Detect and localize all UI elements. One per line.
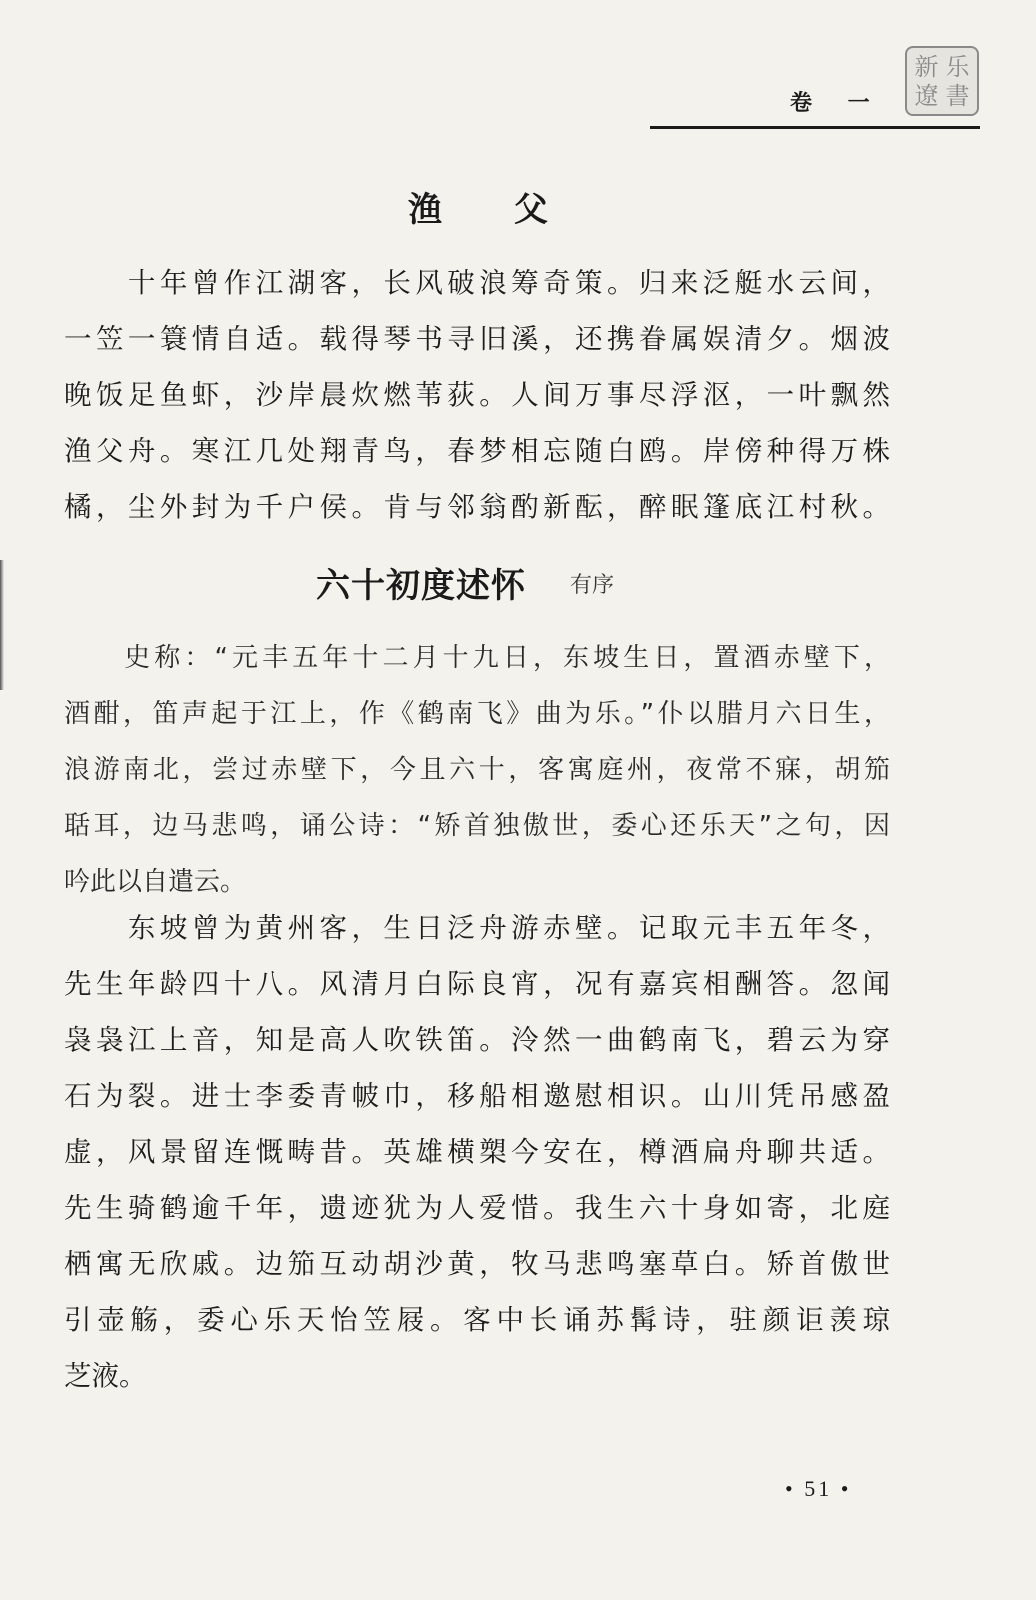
running-head: 卷 一 <box>790 90 884 116</box>
poem-line: 橘，尘外封为千户侯。肯与邻翁酌新酝，醉眠篷底江村秋。 <box>64 491 890 523</box>
seal-char: 遼 <box>914 81 939 110</box>
seal-char: 新 <box>914 52 939 81</box>
preface-line: 聒耳，边马悲鸣，诵公诗：“矫首独傲世，委心还乐天”之句，因 <box>64 811 890 841</box>
poem-line: 渔父舟。寒江几处翔青鸟，春梦相忘随白鸥。岸傍种得万株 <box>64 435 890 467</box>
scan-shadow-edge <box>0 560 4 690</box>
poem-line: 袅袅江上音，知是高人吹铁笛。泠然一曲鹤南飞，碧云为穿 <box>64 1024 890 1056</box>
poem-line: 先生骑鹤逾千年，遗迹犹为人爱惜。我生六十身如寄，北庭 <box>64 1192 890 1224</box>
poem-line: 一笠一簑情自适。载得琴书寻旧溪，还携眷属娱清夕。烟波 <box>64 323 890 355</box>
poem-line: 芝液。 <box>64 1360 147 1392</box>
poem-line: 先生年龄四十八。风清月白际良宵，况有嘉宾相酬答。忽闻 <box>64 968 890 1000</box>
preface-line: 浪游南北，尝过赤壁下，今且六十，客寓庭州，夜常不寐，胡笳 <box>64 755 890 785</box>
seal-char: 書 <box>945 81 970 110</box>
poem-body-liushi <box>64 900 890 1404</box>
poem-preface <box>64 630 890 910</box>
poem-line: 虚，风景留连慨畴昔。英雄横槊今安在，樽酒扁舟聊共适。 <box>64 1136 890 1168</box>
page-number: • 51 • <box>785 1476 852 1501</box>
preface-line: 史称：“元丰五年十二月十九日，东坡生日，置酒赤壁下， <box>64 643 890 673</box>
poem-title-liushi: 六十初度述怀 <box>316 566 526 606</box>
preface-line: 酒酣，笛声起于江上，作《鹤南飞》曲为乐。”仆以腊月六日生， <box>64 699 890 729</box>
poem-line: 东坡曾为黄州客，生日泛舟游赤壁。记取元丰五年冬， <box>64 912 890 944</box>
poem-subtitle: 有序 <box>570 573 615 598</box>
preface-line: 吟此以自遣云。 <box>64 867 247 897</box>
poem-line: 晚饭足鱼虾，沙岸晨炊燃苇荻。人间万事尽浮沤，一叶飘然 <box>64 379 890 411</box>
seal-char: 乐 <box>945 52 970 81</box>
poem-line: 引壶觞，委心乐天怡笠屐。客中长诵苏髯诗，驻颜讵羡琼 <box>64 1304 890 1336</box>
poem-line: 十年曾作江湖客，长风破浪筹奇策。归来泛艇水云间， <box>64 267 890 299</box>
poem-body-yufu <box>64 255 890 535</box>
poem-line: 石为裂。进士李委青帔巾，移船相邀慰相识。山川凭吊感盈 <box>64 1080 890 1112</box>
header-rule <box>650 126 980 129</box>
seal-stamp <box>905 46 979 116</box>
poem-line: 栖寓无欣戚。边笳互动胡沙黄，牧马悲鸣塞草白。矫首傲世 <box>64 1248 890 1280</box>
poem-title-yufu: 渔 父 <box>408 190 578 230</box>
